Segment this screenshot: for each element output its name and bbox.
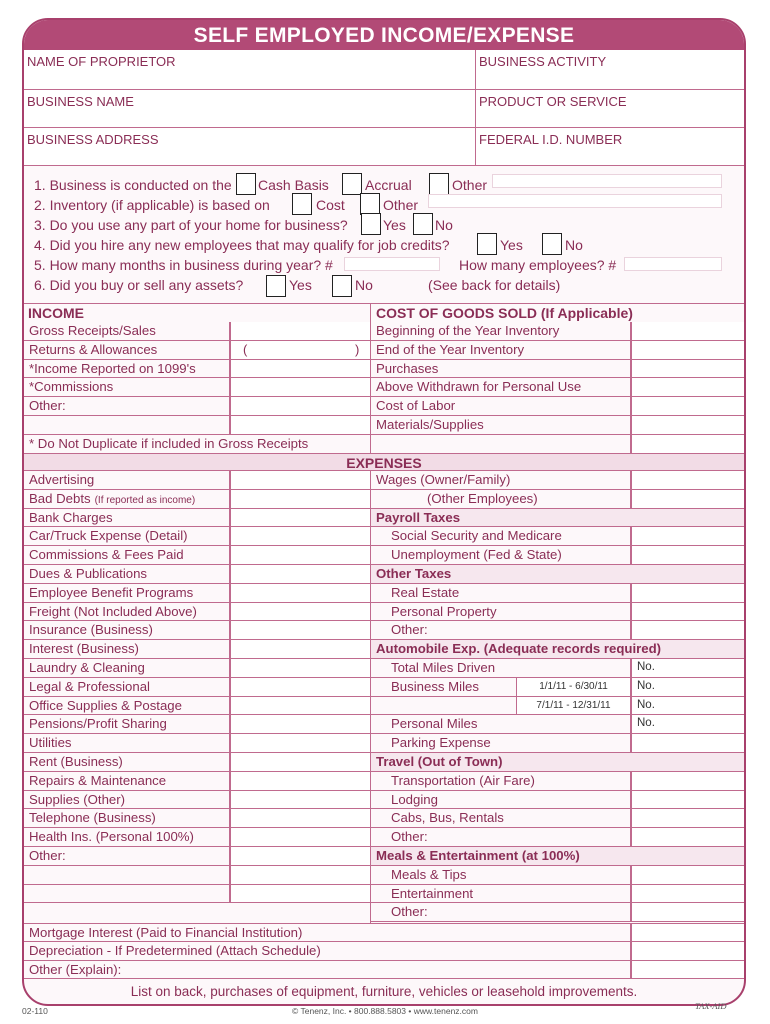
- expense-amount-field[interactable]: [230, 866, 370, 885]
- cogs-row-label: Beginning of the Year Inventory: [371, 322, 631, 341]
- expense-amount-field[interactable]: [230, 885, 370, 904]
- other-basis-input[interactable]: [492, 174, 722, 188]
- expense-amount-field[interactable]: [230, 471, 370, 490]
- expense-row-label: Insurance (Business): [24, 621, 230, 640]
- miles-no-label: No.: [637, 717, 655, 730]
- expense-amount-field[interactable]: [631, 885, 744, 904]
- expense-section-heading: Travel (Out of Town): [371, 753, 744, 772]
- expense-row-label: Interest (Business): [24, 640, 230, 659]
- expense-row-label: Other:: [371, 903, 631, 922]
- assets-yes-checkbox[interactable]: [266, 275, 286, 297]
- expense-amount-field[interactable]: [230, 734, 370, 753]
- income-amount-field[interactable]: [230, 397, 370, 416]
- income-amount-field[interactable]: [230, 378, 370, 397]
- expense-row-label: Rent (Business): [24, 753, 230, 772]
- bottom-row-label: Other (Explain):: [24, 961, 631, 980]
- expense-amount-field[interactable]: [230, 565, 370, 584]
- cogs-row-label: Above Withdrawn for Personal Use: [371, 378, 631, 397]
- bottom-amount-field[interactable]: [631, 942, 744, 961]
- expense-row-label: Business Miles: [371, 678, 631, 697]
- cogs-amount-field[interactable]: [631, 341, 744, 360]
- expense-amount-field[interactable]: [230, 828, 370, 847]
- bottom-row-label: Depreciation - If Predetermined (Attach Schedule): [24, 942, 631, 961]
- accrual-checkbox[interactable]: [342, 173, 362, 195]
- expense-amount-field[interactable]: [230, 659, 370, 678]
- expense-amount-field[interactable]: [230, 490, 370, 509]
- expense-row-label: Cabs, Bus, Rentals: [371, 809, 631, 828]
- cogs-row-label: Purchases: [371, 360, 631, 379]
- cogs-amount-field[interactable]: [631, 378, 744, 397]
- expense-row-label: Advertising: [24, 471, 230, 490]
- bottom-amount-field[interactable]: [631, 961, 744, 980]
- income-row-label: *Income Reported on 1099's: [24, 360, 230, 379]
- expense-amount-field[interactable]: [230, 621, 370, 640]
- home-yes-label: Yes: [383, 217, 406, 233]
- inventory-other-input[interactable]: [428, 194, 722, 208]
- expense-row-label: Wages (Owner/Family): [371, 471, 631, 490]
- expense-amount-field[interactable]: [230, 809, 370, 828]
- form-number: 02-110: [22, 1006, 48, 1016]
- expense-amount-field[interactable]: [230, 584, 370, 603]
- home-no-label: No: [435, 217, 453, 233]
- miles-no-label: No.: [637, 679, 655, 692]
- assets-no-label: No: [355, 277, 373, 293]
- expense-amount-field[interactable]: [230, 715, 370, 734]
- cash-basis-checkbox[interactable]: [236, 173, 256, 195]
- expense-row-label: Dues & Publications: [24, 565, 230, 584]
- employees-no-label: No: [565, 237, 583, 253]
- assets-no-checkbox[interactable]: [332, 275, 352, 297]
- expense-amount-field[interactable]: [230, 772, 370, 791]
- question-5: 5. How many months in business during year? #: [34, 257, 333, 273]
- cogs-row-label: [371, 435, 631, 454]
- expense-row-label: [24, 885, 230, 904]
- employees-count-label: How many employees? #: [459, 257, 617, 273]
- expense-row-label: Entertainment: [371, 885, 631, 904]
- expense-section-heading: Other Taxes: [371, 565, 744, 584]
- expense-amount-field[interactable]: [631, 490, 744, 509]
- cogs-row-label: Materials/Supplies: [371, 416, 631, 435]
- expense-amount-field[interactable]: [631, 734, 744, 753]
- expense-amount-field[interactable]: [631, 791, 744, 810]
- question-3: 3. Do you use any part of your home for business?: [34, 217, 348, 233]
- home-no-checkbox[interactable]: [413, 213, 433, 235]
- expense-amount-field[interactable]: [631, 527, 744, 546]
- expense-row-label: Bad Debts (If reported as income): [24, 490, 230, 509]
- miles-no-label: No.: [637, 698, 655, 711]
- cogs-row-label: Cost of Labor: [371, 397, 631, 416]
- expenses-divider: [370, 471, 371, 923]
- question-4: 4. Did you hire any new employees that may qualify for job credits?: [34, 237, 450, 253]
- months-input[interactable]: [344, 257, 440, 271]
- income-amount-field[interactable]: [230, 416, 370, 435]
- cash-basis-label: Cash Basis: [258, 177, 329, 193]
- assets-note: (See back for details): [428, 277, 561, 293]
- bad-debts-note: (If reported as income): [94, 494, 196, 506]
- income-amount-field[interactable]: [230, 341, 370, 360]
- miles-no-label: No.: [637, 661, 655, 673]
- expense-amount-field[interactable]: [230, 753, 370, 772]
- name-of-proprietor-field[interactable]: NAME OF PROPRIETOR: [24, 50, 476, 90]
- expense-amount-field[interactable]: [230, 791, 370, 810]
- expense-row-label: Unemployment (Fed & State): [371, 546, 631, 565]
- cogs-amount-field[interactable]: [631, 435, 744, 454]
- tax-aid-brand: TAX-AID: [695, 1001, 727, 1011]
- assets-yes-label: Yes: [289, 277, 312, 293]
- expense-amount-field[interactable]: [631, 697, 744, 716]
- expense-amount-field[interactable]: [631, 866, 744, 885]
- inventory-cost-checkbox[interactable]: [292, 193, 312, 215]
- business-name-field[interactable]: BUSINESS NAME: [24, 90, 476, 128]
- expense-amount-field[interactable]: [631, 828, 744, 847]
- inventory-other-checkbox[interactable]: [360, 193, 380, 215]
- income-row-label: Returns & Allowances: [24, 341, 230, 360]
- expense-amount-field[interactable]: [631, 603, 744, 622]
- other-basis-checkbox[interactable]: [429, 173, 449, 195]
- expense-row-label: Employee Benefit Programs: [24, 584, 230, 603]
- expense-amount-field[interactable]: [230, 697, 370, 716]
- expense-section-heading: Payroll Taxes: [371, 509, 744, 528]
- expense-row-label: Parking Expense: [371, 734, 631, 753]
- expense-amount-field[interactable]: [230, 847, 370, 866]
- income-note: * Do Not Duplicate if included in Gross Receipts: [24, 435, 370, 454]
- expense-amount-field[interactable]: [230, 678, 370, 697]
- inventory-other-label: Other: [383, 197, 419, 213]
- expense-row-label: Legal & Professional: [24, 678, 230, 697]
- list-note: List on back, purchases of equipment, furniture, vehicles or leasehold improvements.: [130, 984, 638, 999]
- product-or-service-field[interactable]: PRODUCT OR SERVICE: [476, 90, 744, 128]
- expense-amount-field[interactable]: [230, 546, 370, 565]
- other-basis-label: Other: [452, 177, 488, 193]
- accrual-label: Accrual: [365, 177, 412, 193]
- bottom-row-label: Mortgage Interest (Paid to Financial Institution): [24, 923, 631, 942]
- form-frame: [22, 18, 746, 1006]
- expense-row-label: Car/Truck Expense (Detail): [24, 527, 230, 546]
- expense-row-label: Other:: [371, 621, 631, 640]
- expense-amount-field[interactable]: [631, 621, 744, 640]
- income-row-label: [24, 416, 230, 435]
- federal-id-field[interactable]: FEDERAL I.D. NUMBER: [476, 128, 744, 166]
- expense-amount-field[interactable]: [230, 603, 370, 622]
- question-1: 1. Business is conducted on the: [34, 177, 232, 193]
- expense-row-label: (Other Employees): [371, 490, 631, 509]
- paren-close: ): [355, 341, 360, 357]
- expense-amount-field[interactable]: [631, 809, 744, 828]
- income-amount-field[interactable]: [230, 360, 370, 379]
- cogs-amount-field[interactable]: [631, 397, 744, 416]
- expense-amount-field[interactable]: [631, 546, 744, 565]
- business-miles-period: 7/1/11 - 12/31/11: [516, 697, 631, 716]
- cogs-amount-field[interactable]: [631, 416, 744, 435]
- expense-row-label: Other:: [24, 847, 230, 866]
- paren-open: (: [243, 341, 248, 357]
- expense-row-label: Laundry & Cleaning: [24, 659, 230, 678]
- expense-amount-field[interactable]: [230, 527, 370, 546]
- expense-row-label: Total Miles Driven: [371, 659, 631, 678]
- expense-row-label: Lodging: [371, 791, 631, 810]
- form-title: SELF EMPLOYED INCOME/EXPENSE: [24, 20, 744, 50]
- expenses-heading: EXPENSES: [346, 455, 422, 471]
- business-activity-field[interactable]: BUSINESS ACTIVITY: [476, 50, 744, 90]
- expense-amount-field[interactable]: [631, 678, 744, 697]
- question-2: 2. Inventory (if applicable) is based on: [34, 197, 270, 213]
- expense-row-label: [24, 866, 230, 885]
- expense-amount-field[interactable]: [230, 509, 370, 528]
- expense-amount-field[interactable]: [631, 772, 744, 791]
- income-cogs-divider: [370, 303, 371, 453]
- income-heading: INCOME: [28, 305, 84, 321]
- employees-yes-label: Yes: [500, 237, 523, 253]
- expense-row-label: Transportation (Air Fare): [371, 772, 631, 791]
- expense-row-label: Office Supplies & Postage: [24, 697, 230, 716]
- expense-amount-field[interactable]: [631, 659, 744, 678]
- expense-row-label: Bank Charges: [24, 509, 230, 528]
- expense-row-label: Other:: [371, 828, 631, 847]
- expense-amount-field[interactable]: [631, 715, 744, 734]
- expense-row-label: Health Ins. (Personal 100%): [24, 828, 230, 847]
- question-6: 6. Did you buy or sell any assets?: [34, 277, 244, 293]
- expense-row-label: Commissions & Fees Paid: [24, 546, 230, 565]
- employees-count-input[interactable]: [624, 257, 722, 271]
- expense-row-label: Supplies (Other): [24, 791, 230, 810]
- expense-amount-field[interactable]: [230, 640, 370, 659]
- bottom-amount-field[interactable]: [631, 923, 744, 942]
- income-row-label: Gross Receipts/Sales: [24, 322, 230, 341]
- expense-amount-field[interactable]: [631, 471, 744, 490]
- expense-row-label: Meals & Tips: [371, 866, 631, 885]
- income-row-label: Other:: [24, 397, 230, 416]
- expense-section-heading: Meals & Entertainment (at 100%): [371, 847, 744, 866]
- cogs-amount-field[interactable]: [631, 360, 744, 379]
- cogs-amount-field[interactable]: [631, 322, 744, 341]
- expense-row-label: Repairs & Maintenance: [24, 772, 230, 791]
- cogs-row-label: End of the Year Inventory: [371, 341, 631, 360]
- expense-section-heading: Automobile Exp. (Adequate records required): [371, 640, 744, 659]
- cogs-heading: COST OF GOODS SOLD (If Applicable): [376, 305, 633, 321]
- expense-row-label: Real Estate: [371, 584, 631, 603]
- expense-row-label: Personal Property: [371, 603, 631, 622]
- expense-row-label: Utilities: [24, 734, 230, 753]
- expense-amount-field[interactable]: [631, 903, 744, 922]
- home-yes-checkbox[interactable]: [361, 213, 381, 235]
- inventory-cost-label: Cost: [316, 197, 345, 213]
- expense-row-label: Freight (Not Included Above): [24, 603, 230, 622]
- business-miles-period: 1/1/11 - 6/30/11: [516, 678, 631, 697]
- expense-row-label: Pensions/Profit Sharing: [24, 715, 230, 734]
- business-address-field[interactable]: BUSINESS ADDRESS: [24, 128, 476, 166]
- employees-no-checkbox[interactable]: [542, 233, 562, 255]
- employees-yes-checkbox[interactable]: [477, 233, 497, 255]
- company-footer: © Tenenz, Inc. • 800.888.5803 • www.tenenz.com: [292, 1006, 478, 1016]
- income-row-label: *Commissions: [24, 378, 230, 397]
- income-amount-field[interactable]: [230, 322, 370, 341]
- expense-row-label: Personal Miles: [371, 715, 631, 734]
- expense-amount-field[interactable]: [631, 584, 744, 603]
- expense-row-label: Social Security and Medicare: [371, 527, 631, 546]
- expense-row-label: Telephone (Business): [24, 809, 230, 828]
